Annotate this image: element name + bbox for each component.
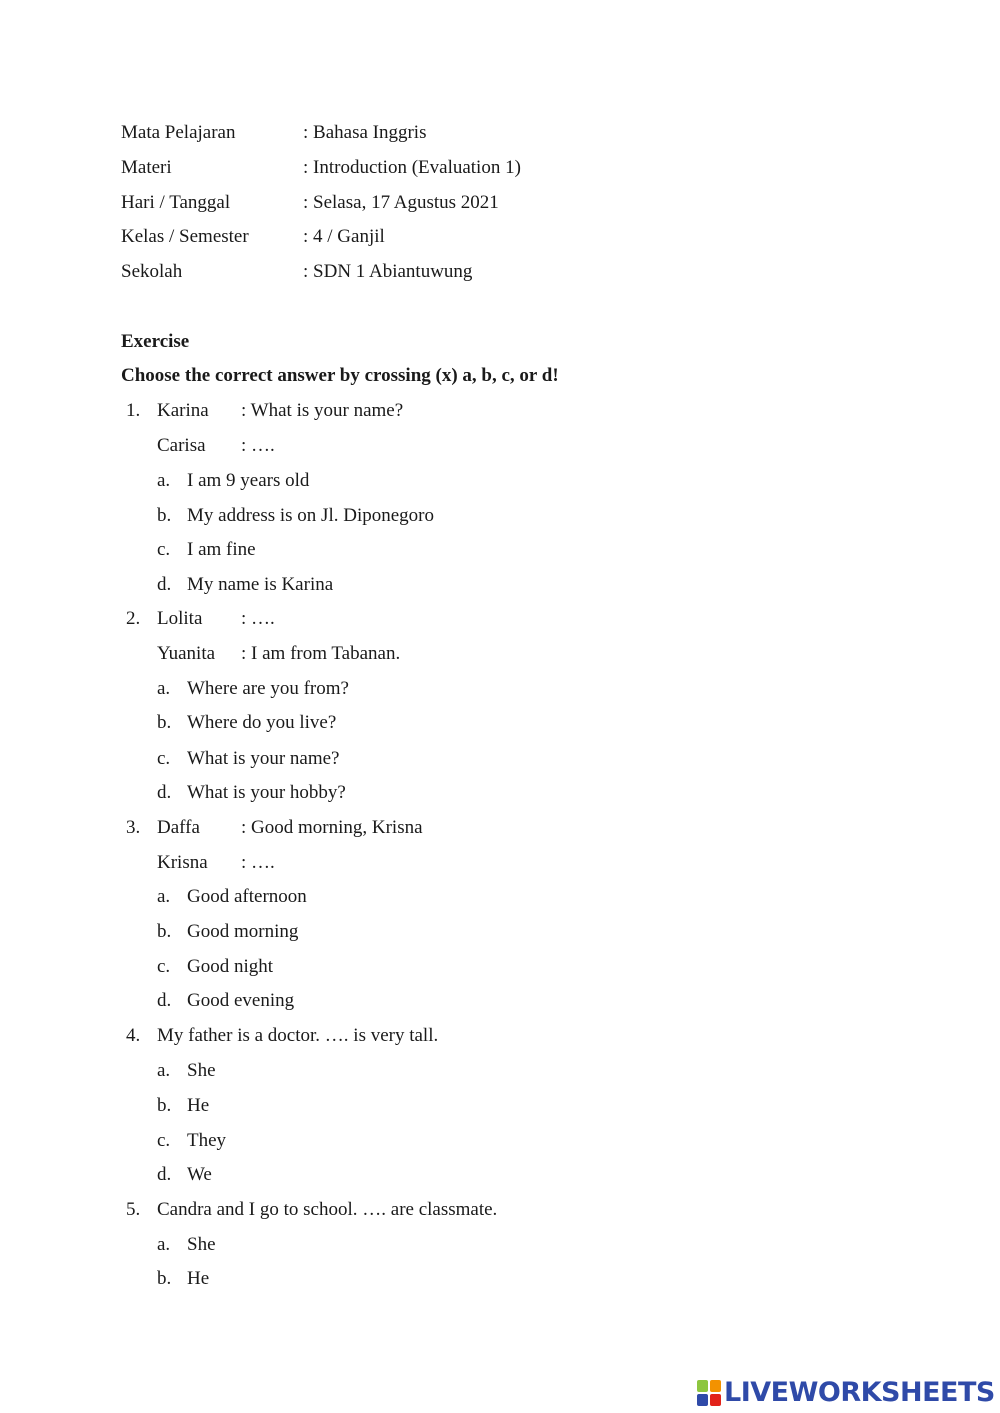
option-text[interactable]: What is your hobby? <box>187 782 346 803</box>
question-number: 5. <box>126 1199 141 1220</box>
option-letter[interactable]: c. <box>157 539 171 560</box>
dialog-text: : …. <box>241 435 275 456</box>
option-letter[interactable]: a. <box>157 678 171 699</box>
dialog-speaker: Daffa <box>157 817 200 838</box>
header-label-subject: Mata Pelajaran <box>121 122 236 143</box>
option-text[interactable]: Good evening <box>187 990 295 1011</box>
dialog-text: : Good morning, Krisna <box>241 817 423 838</box>
liveworksheets-logo-text: LIVEWORKSHEETS <box>724 1377 995 1408</box>
option-letter[interactable]: d. <box>157 1164 172 1185</box>
option-letter[interactable]: b. <box>157 712 172 733</box>
option-text[interactable]: Good morning <box>187 921 299 942</box>
header-value-school: : SDN 1 Abiantuwung <box>303 261 473 282</box>
option-text[interactable]: She <box>187 1060 216 1081</box>
liveworksheets-logo[interactable] <box>697 1378 995 1408</box>
option-letter[interactable]: a. <box>157 1234 171 1255</box>
option-letter[interactable]: b. <box>157 921 172 942</box>
header-value-date: : Selasa, 17 Agustus 2021 <box>303 192 499 213</box>
dialog-speaker: Krisna <box>157 852 208 873</box>
dialog-text: : …. <box>241 852 275 873</box>
option-text[interactable]: He <box>187 1268 210 1289</box>
option-text[interactable]: I am fine <box>187 539 256 560</box>
question-stem: Candra and I go to school. …. are classmate. <box>157 1199 498 1220</box>
option-letter[interactable]: b. <box>157 1095 172 1116</box>
question-number: 2. <box>126 608 141 629</box>
option-letter[interactable]: b. <box>157 1268 172 1289</box>
dialog-speaker: Karina <box>157 400 209 421</box>
option-text[interactable]: We <box>187 1164 212 1185</box>
dialog-speaker: Carisa <box>157 435 206 456</box>
option-letter[interactable]: d. <box>157 574 172 595</box>
option-letter[interactable]: c. <box>157 1130 171 1151</box>
option-letter[interactable]: c. <box>157 748 171 769</box>
option-text[interactable]: I am 9 years old <box>187 470 310 491</box>
option-text[interactable]: They <box>187 1130 227 1151</box>
option-letter[interactable]: a. <box>157 470 171 491</box>
option-text[interactable]: Where do you live? <box>187 712 337 733</box>
option-letter[interactable]: a. <box>157 1060 171 1081</box>
option-text[interactable]: My name is Karina <box>187 574 334 595</box>
header-label-material: Materi <box>121 157 172 178</box>
header-label-class: Kelas / Semester <box>121 226 249 247</box>
option-letter[interactable]: b. <box>157 505 172 526</box>
header-value-class: : 4 / Ganjil <box>303 226 385 247</box>
option-letter[interactable]: d. <box>157 782 172 803</box>
header-value-material: : Introduction (Evaluation 1) <box>303 157 521 178</box>
dialog-text: : What is your name? <box>241 400 404 421</box>
question-stem: My father is a doctor. …. is very tall. <box>157 1025 439 1046</box>
option-text[interactable]: He <box>187 1095 210 1116</box>
header-value-subject: : Bahasa Inggris <box>303 122 427 143</box>
option-text[interactable]: What is your name? <box>187 748 340 769</box>
option-text[interactable]: My address is on Jl. Diponegoro <box>187 505 434 526</box>
option-letter[interactable]: c. <box>157 956 171 977</box>
liveworksheets-logo-mark-icon <box>697 1380 721 1406</box>
exercise-instruction: Choose the correct answer by crossing (x) a, b, c, or d! <box>121 365 559 386</box>
option-text[interactable]: She <box>187 1234 216 1255</box>
option-text[interactable]: Where are you from? <box>187 678 349 699</box>
option-letter[interactable]: d. <box>157 990 172 1011</box>
dialog-text: : I am from Tabanan. <box>241 643 401 664</box>
exercise-title: Exercise <box>121 331 190 352</box>
dialog-text: : …. <box>241 608 275 629</box>
dialog-speaker: Yuanita <box>157 643 216 664</box>
question-number: 3. <box>126 817 141 838</box>
question-number: 4. <box>126 1025 141 1046</box>
header-label-date: Hari / Tanggal <box>121 192 231 213</box>
option-letter[interactable]: a. <box>157 886 171 907</box>
option-text[interactable]: Good night <box>187 956 274 977</box>
question-number: 1. <box>126 400 141 421</box>
dialog-speaker: Lolita <box>157 608 203 629</box>
header-label-school: Sekolah <box>121 261 183 282</box>
option-text[interactable]: Good afternoon <box>187 886 307 907</box>
